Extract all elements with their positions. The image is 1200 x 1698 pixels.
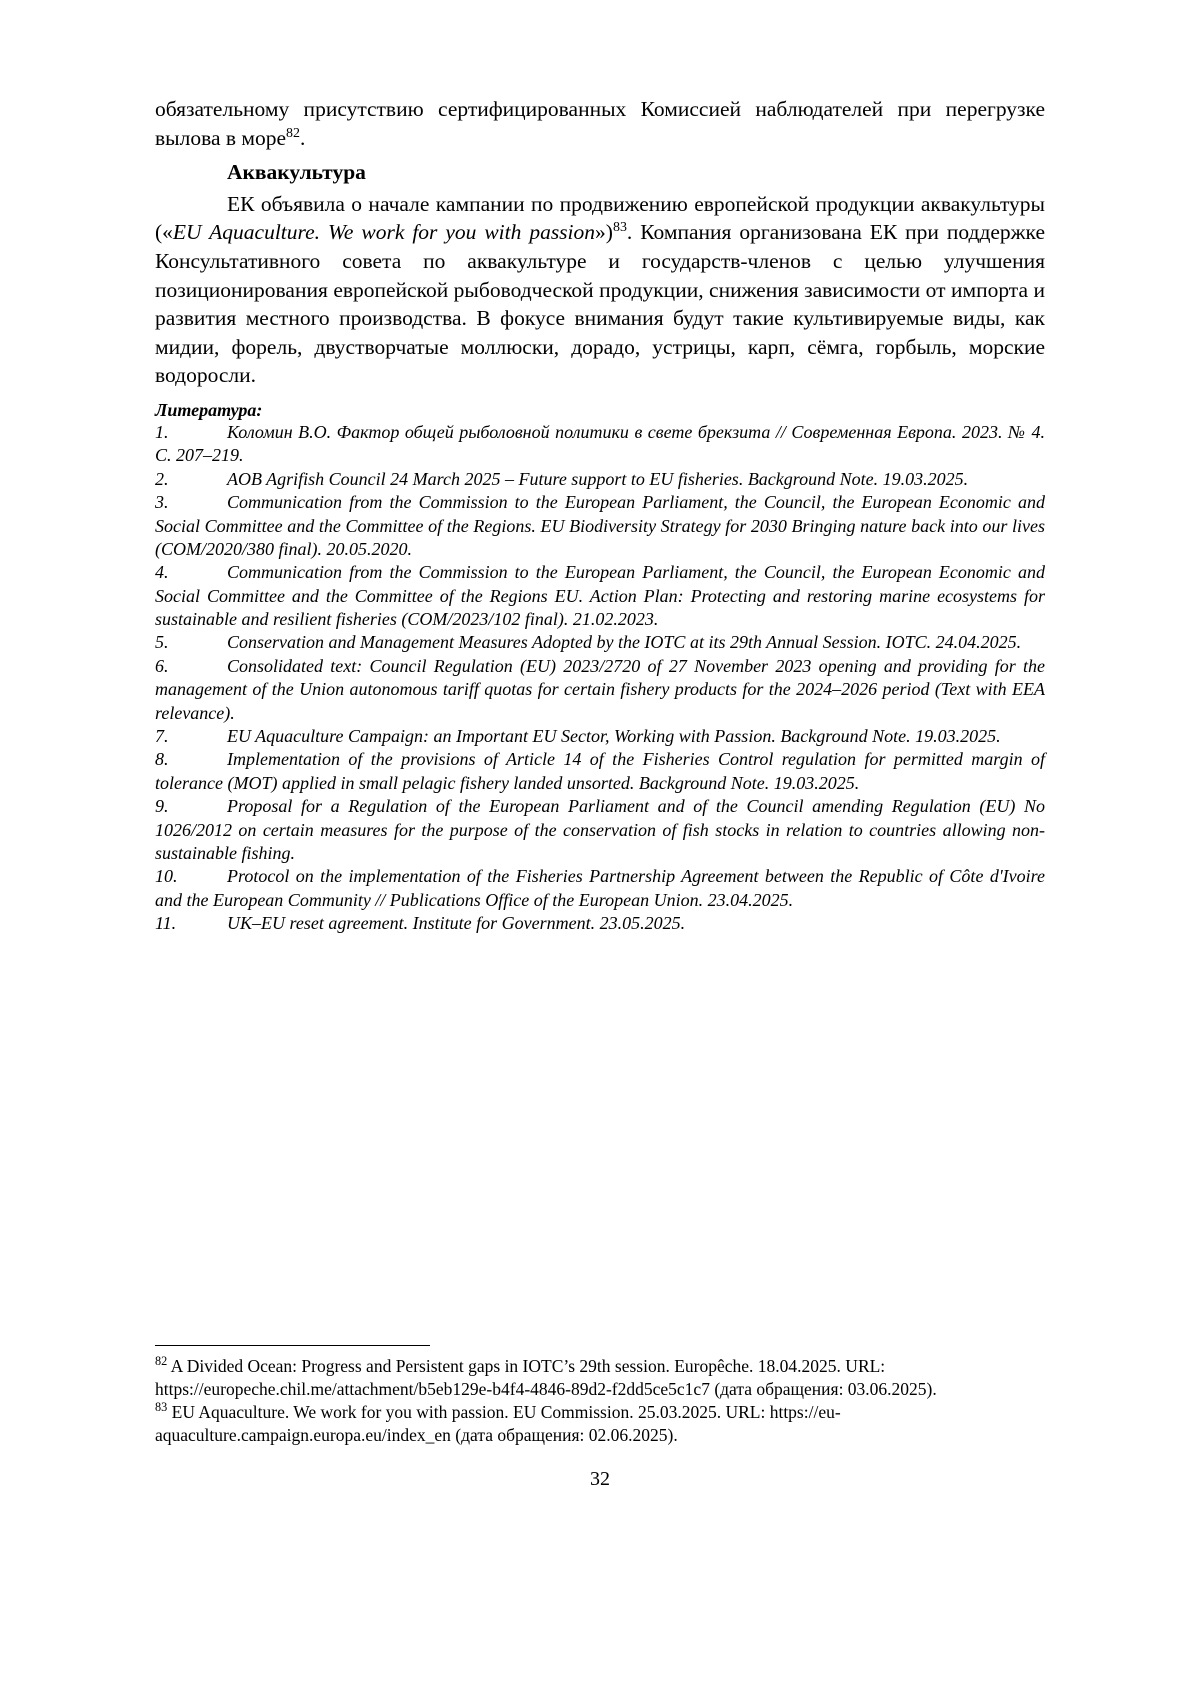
reference-text: Proposal for a Regulation of the European Parliament and of the Council amending Regulation (EU) No 1026/2012 on certain measures for the purpose of the conservation of fish stocks in relation to countries allowing non-sustainable fishing. <box>155 796 1045 863</box>
section-heading-aquaculture: Аквакультура <box>227 160 366 185</box>
list-item <box>155 468 1045 491</box>
list-item <box>155 631 1045 654</box>
footnote-marker-83: 83 <box>155 1400 168 1415</box>
reference-text: Implementation of the provisions of Article 14 of the Fisheries Control regulation for permitted margin of tolerance (MOT) applied in small pelagic fishery landed unsorted. Background Note. 19.03.2025. <box>155 749 1045 793</box>
footnote-area <box>155 1355 1045 1447</box>
reference-number: 5. <box>155 632 169 653</box>
main-paragraph <box>155 190 1045 390</box>
reference-number: 9. <box>155 796 169 817</box>
footnote-82-text: A Divided Ocean: Progress and Persistent gaps in IOTC’s 29th session. Europêche. 18.04.2025. URL: https://europeche.chil.me/attachment/b5eb129e-b4f4-4846-89d2-f2dd5ce5c1c7 (дата обращения: 03.06.2025). <box>155 1356 937 1400</box>
reference-number: 7. <box>155 726 169 747</box>
reference-list <box>155 421 1045 936</box>
intro-paragraph <box>155 95 1045 152</box>
reference-text: Protocol on the implementation of the Fisheries Partnership Agreement between the Republic of Côte d'Ivoire and the European Community // Publications Office of the European Union. 23.04.2025. <box>155 866 1045 910</box>
reference-text: Коломин В.О. Фактор общей рыболовной политики в свете брекзита // Современная Европа. 2023. № 4. С. 207–219. <box>155 421 1045 466</box>
main-paragraph-part2: ») <box>595 220 613 245</box>
intro-paragraph-text: обязательному присутствию сертифицированных Комиссией наблюдателей при перегрузке вылова в море <box>155 97 1045 150</box>
main-paragraph-part1: ЕК объявила о начале кампании по продвижению европейской продукции аквакультуры (« <box>155 191 1045 245</box>
reference-number: 4. <box>155 562 169 583</box>
reference-text: UK–EU reset agreement. Institute for Government. 23.05.2025. <box>227 913 686 934</box>
list-item <box>155 795 1045 865</box>
reference-number: 3. <box>155 492 169 513</box>
reference-text: Conservation and Management Measures Adopted by the IOTC at its 29th Annual Session. IOTC. 24.04.2025. <box>227 632 1022 653</box>
list-item <box>155 561 1045 631</box>
reference-number: 10. <box>155 866 178 887</box>
list-item <box>155 655 1045 725</box>
footnote-marker-82: 82 <box>155 1354 168 1369</box>
main-paragraph-part3: . Компания организована ЕК при поддержке Консультативного совета по аквакультуре и государств-членов с целью улучшения позиционирования европейской рыбоводческой продукции, снижения зависимости от импорта и развития местного производства. В фокусе внимания будут такие культивируемые виды, как мидии, форель, двустворчатые моллюски, дорадо, устрицы, карп, сёмга, горбыль, морские водоросли. <box>155 220 1045 388</box>
reference-text: Consolidated text: Council Regulation (EU) 2023/2720 of 27 November 2023 opening and providing for the management of the Union autonomous tariff quotas for certain fishery products for the 2024–2026 period (Text with EEA relevance). <box>155 655 1045 723</box>
footnote-separator <box>155 1345 430 1346</box>
footnote-82 <box>155 1355 1045 1401</box>
reference-number: 8. <box>155 749 169 770</box>
reference-text: EU Aquaculture Campaign: an Important EU Sector, Working with Passion. Background Note. 19.03.2025. <box>227 726 1001 747</box>
reference-text: Communication from the Commission to the European Parliament, the Council, the European Economic and Social Committee and the Committee of the Regions. EU Biodiversity Strategy for 2030 Bringing nature back into our lives (COM/2020/380 final). 20.05.2020. <box>155 492 1045 559</box>
list-item <box>155 865 1045 912</box>
page-number: 32 <box>590 1468 610 1490</box>
footnote-83 <box>155 1401 1045 1447</box>
reference-text: AOB Agrifish Council 24 March 2025 – Future support to EU fisheries. Background Note. 19.03.2025. <box>227 468 969 489</box>
list-item <box>155 491 1045 561</box>
list-item <box>155 421 1045 468</box>
reference-number: 2. <box>155 468 169 489</box>
reference-text: Communication from the Commission to the European Parliament, the Council, the European Economic and Social Committee and the Committee of the Regions EU. Action Plan: Protecting and restoring marine ecosystems for sustainable and resilient fisheries (COM/2023/102 final). 21.02.2023. <box>155 562 1045 630</box>
literature-heading: Литература: <box>155 399 263 420</box>
campaign-title-italic: EU Aquaculture. We work for you with passion <box>172 220 596 245</box>
intro-paragraph-tail: . <box>300 125 306 150</box>
footnote-ref-83[interactable]: 83 <box>612 220 627 236</box>
reference-number: 11. <box>155 913 177 934</box>
list-item <box>155 748 1045 795</box>
footnote-83-text: EU Aquaculture. We work for you with passion. EU Commission. 25.03.2025. URL: https://eu-aquaculture.campaign.europa.eu/index_en (дата обращения: 02.06.2025). <box>155 1402 841 1446</box>
list-item <box>155 725 1045 748</box>
reference-number: 1. <box>155 421 169 442</box>
reference-number: 6. <box>155 655 169 676</box>
footnote-ref-82[interactable]: 82 <box>286 125 301 141</box>
list-item <box>155 912 1045 935</box>
